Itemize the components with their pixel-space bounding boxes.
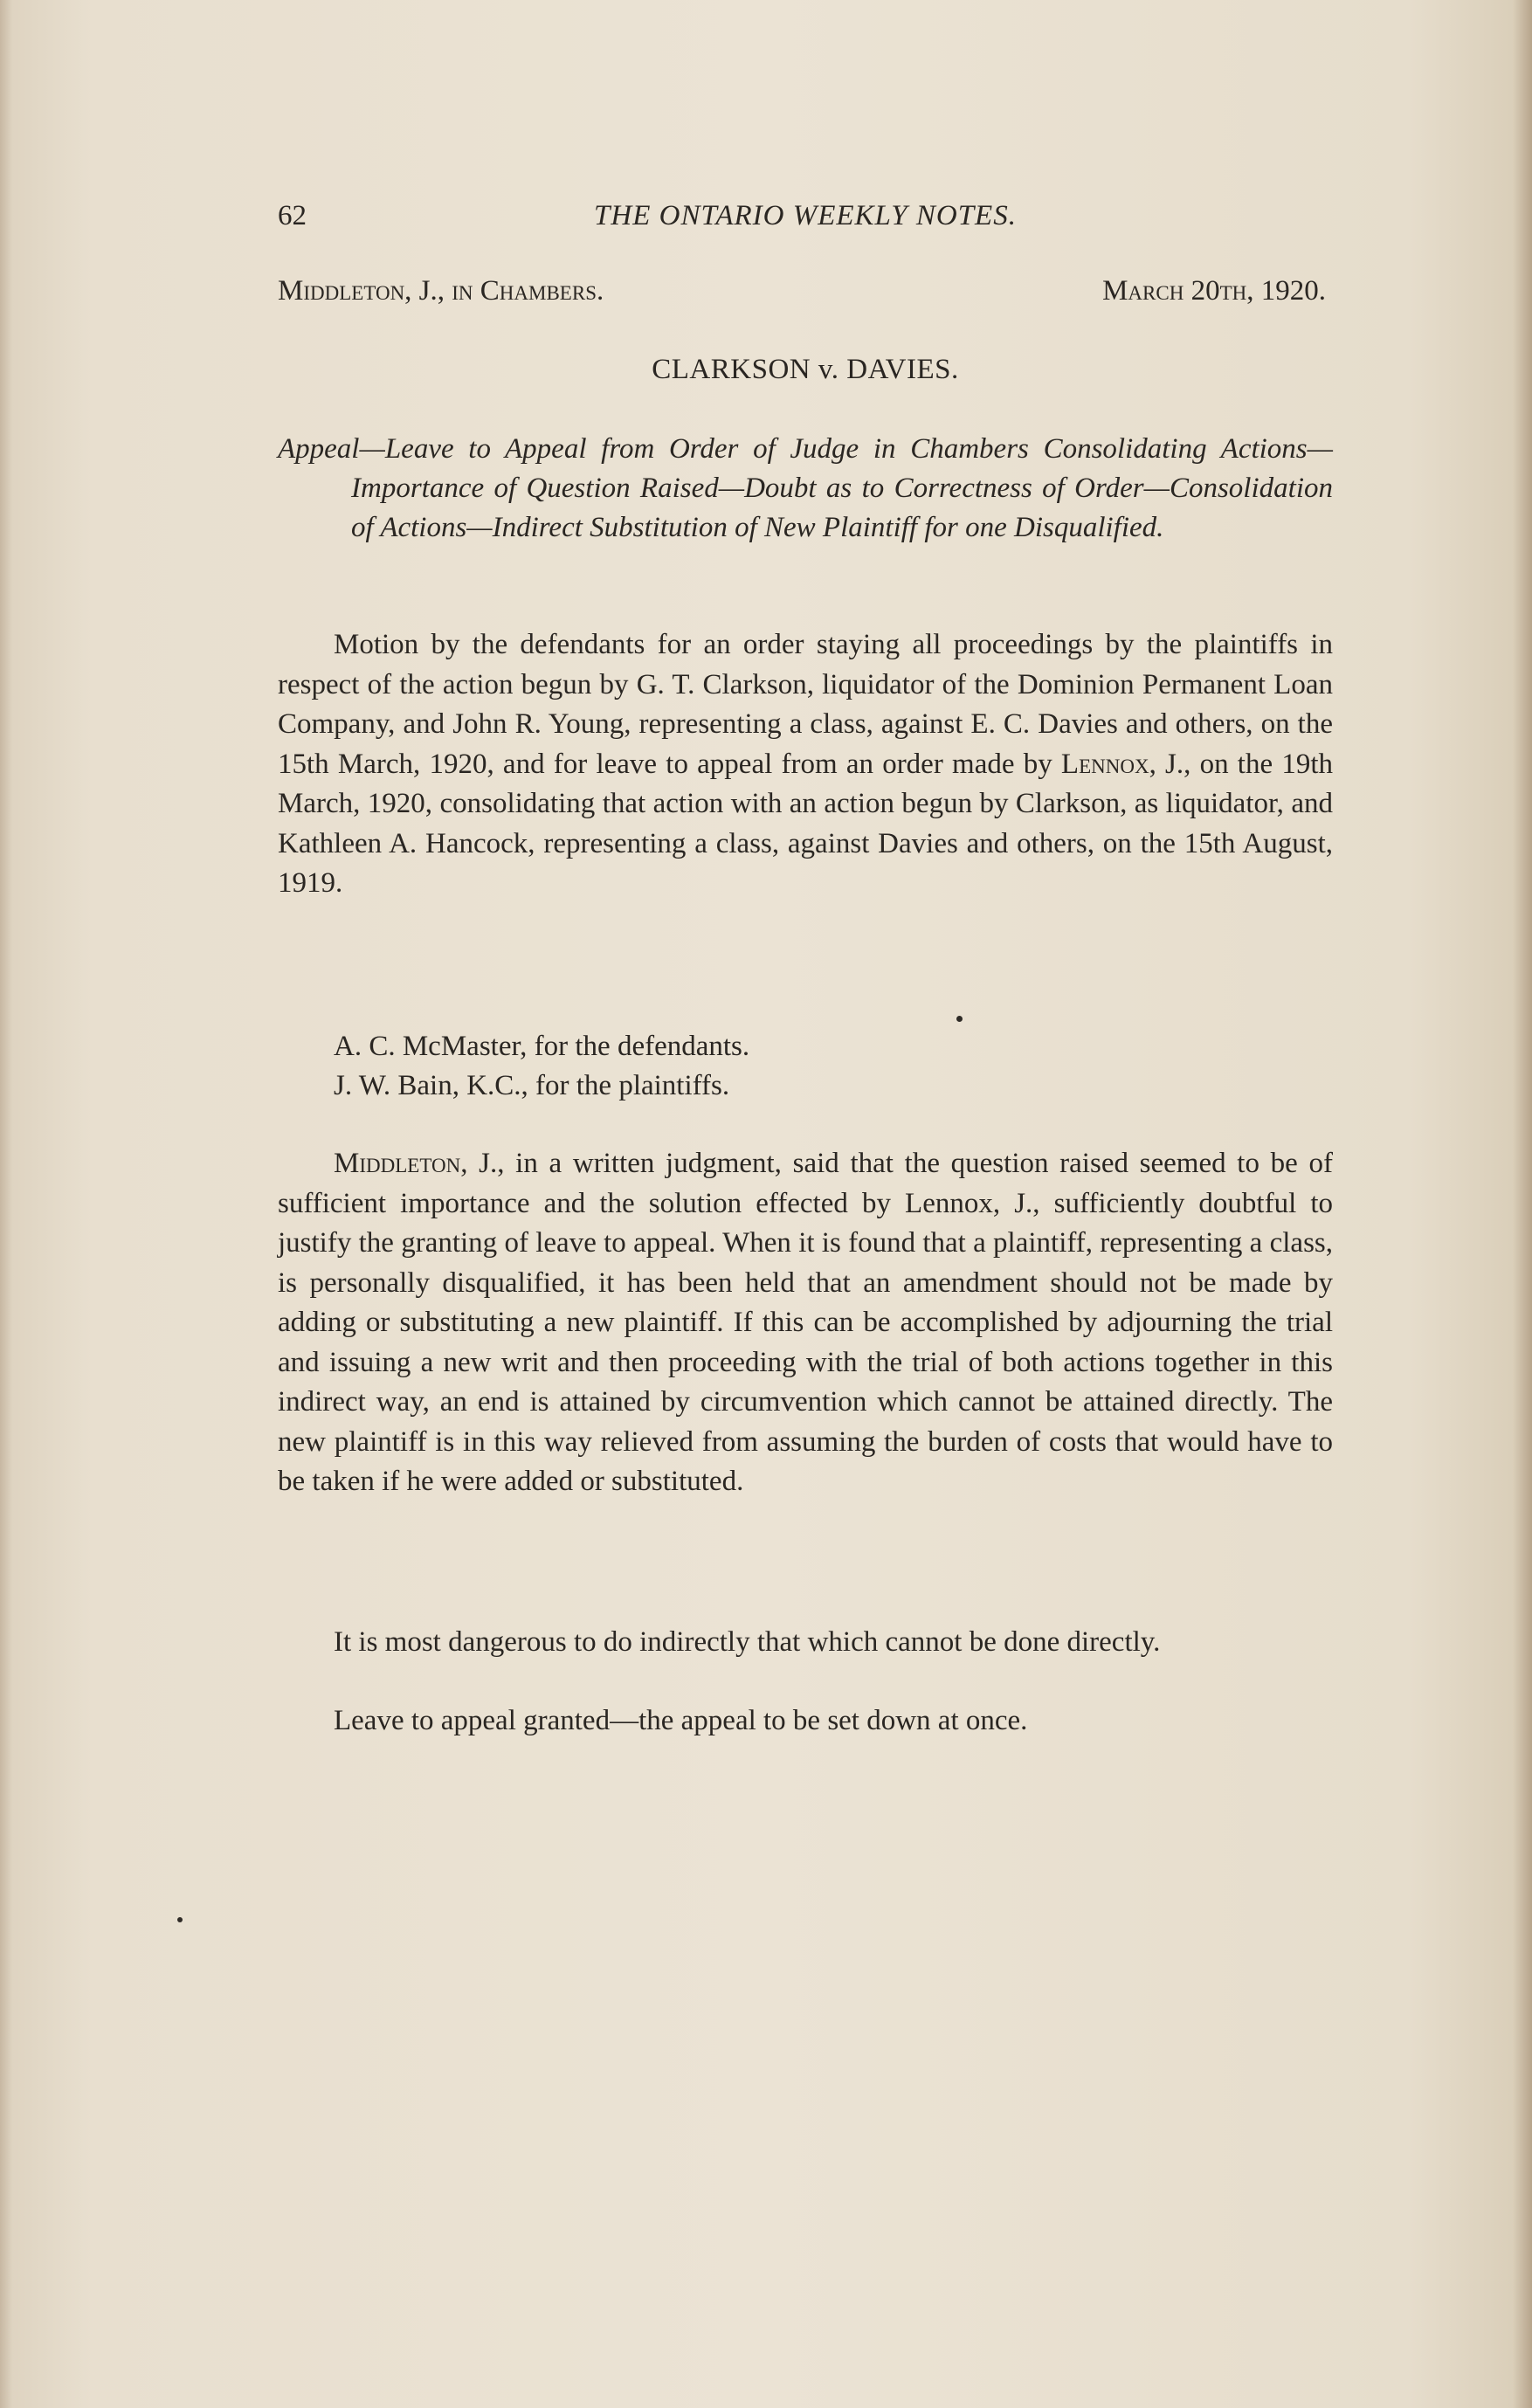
motion-paragraph-rest: , J., on the 19th March, 1920, consolidating that action with an action begun by Clarkson, as liquidator, and Kathleen A. Hancock, representing a class, against Davies and others, on the 15th August, 1919. bbox=[278, 748, 1333, 899]
judgment-paragraph bbox=[278, 1144, 1333, 1502]
ink-speck bbox=[177, 1917, 183, 1922]
court-date: March 20th, 1920. bbox=[1102, 275, 1326, 307]
headnote: Appeal—Leave to Appeal from Order of Judge in Chambers Consolidating Actions—Importance of Question Raised—Doubt as to Correctness of Order—Consolidation of Actions—Indirect Substitution of New Plaintiff for one Disqualified. bbox=[278, 433, 1333, 543]
judgment-judge-name: Middleton bbox=[334, 1148, 461, 1179]
page-number: 62 bbox=[278, 200, 307, 231]
page-right-shadow bbox=[1513, 0, 1532, 2408]
motion-paragraph bbox=[278, 625, 1333, 904]
counsel-plaintiffs: J. W. Bain, K.C., for the plaintiffs. bbox=[334, 1070, 730, 1101]
running-head bbox=[278, 194, 1333, 238]
judgment-paragraph-rest: , J., in a written judgment, said that the question raised seemed to be of sufficient importance and the solution effected by Lennox, J., sufficiently doubtful to justify the granting of leave to appeal. When it is found that a plaintiff, representing a class, is personally disqualified, it has been held that an amendment should not be made by adding or substituting a new plaintiff. If this can be accomplished by adjourning the trial and issuing a new writ and then proceeding with the trial of both actions together in this indirect way, an end is attained by circumvention which cannot be attained directly. The new plaintiff is in this way relieved from assuming the burden of costs that would have to be taken if he were added or substituted. bbox=[278, 1148, 1333, 1497]
motion-paragraph-lead: Motion by the defendants for an order staying all proceedings by the plaintiffs in respect of the action begun by G. T. Clarkson, liquidator of the Dominion Permanent Loan Company, and John R. Young, representing a class, against E. C. Davies and others, on the 15th March, 1920, and for leave to appeal from an order made by bbox=[278, 629, 1333, 780]
dangerous-paragraph: It is most dangerous to do indirectly that which cannot be done directly. bbox=[334, 1626, 1161, 1658]
court-judge: Middleton, J., in Chambers. bbox=[278, 275, 604, 307]
ink-speck bbox=[956, 1016, 963, 1022]
page-left-shadow bbox=[0, 0, 12, 2408]
counsel-defendants: A. C. McMaster, for the defendants. bbox=[334, 1031, 750, 1062]
motion-judge-name: Lennox bbox=[1060, 748, 1149, 780]
order-paragraph: Leave to appeal granted—the appeal to be set down at once. bbox=[334, 1705, 1028, 1736]
case-title: CLARKSON v. DAVIES. bbox=[652, 354, 959, 385]
journal-title: THE ONTARIO WEEKLY NOTES. bbox=[594, 200, 1017, 231]
court-line bbox=[278, 269, 1326, 313]
